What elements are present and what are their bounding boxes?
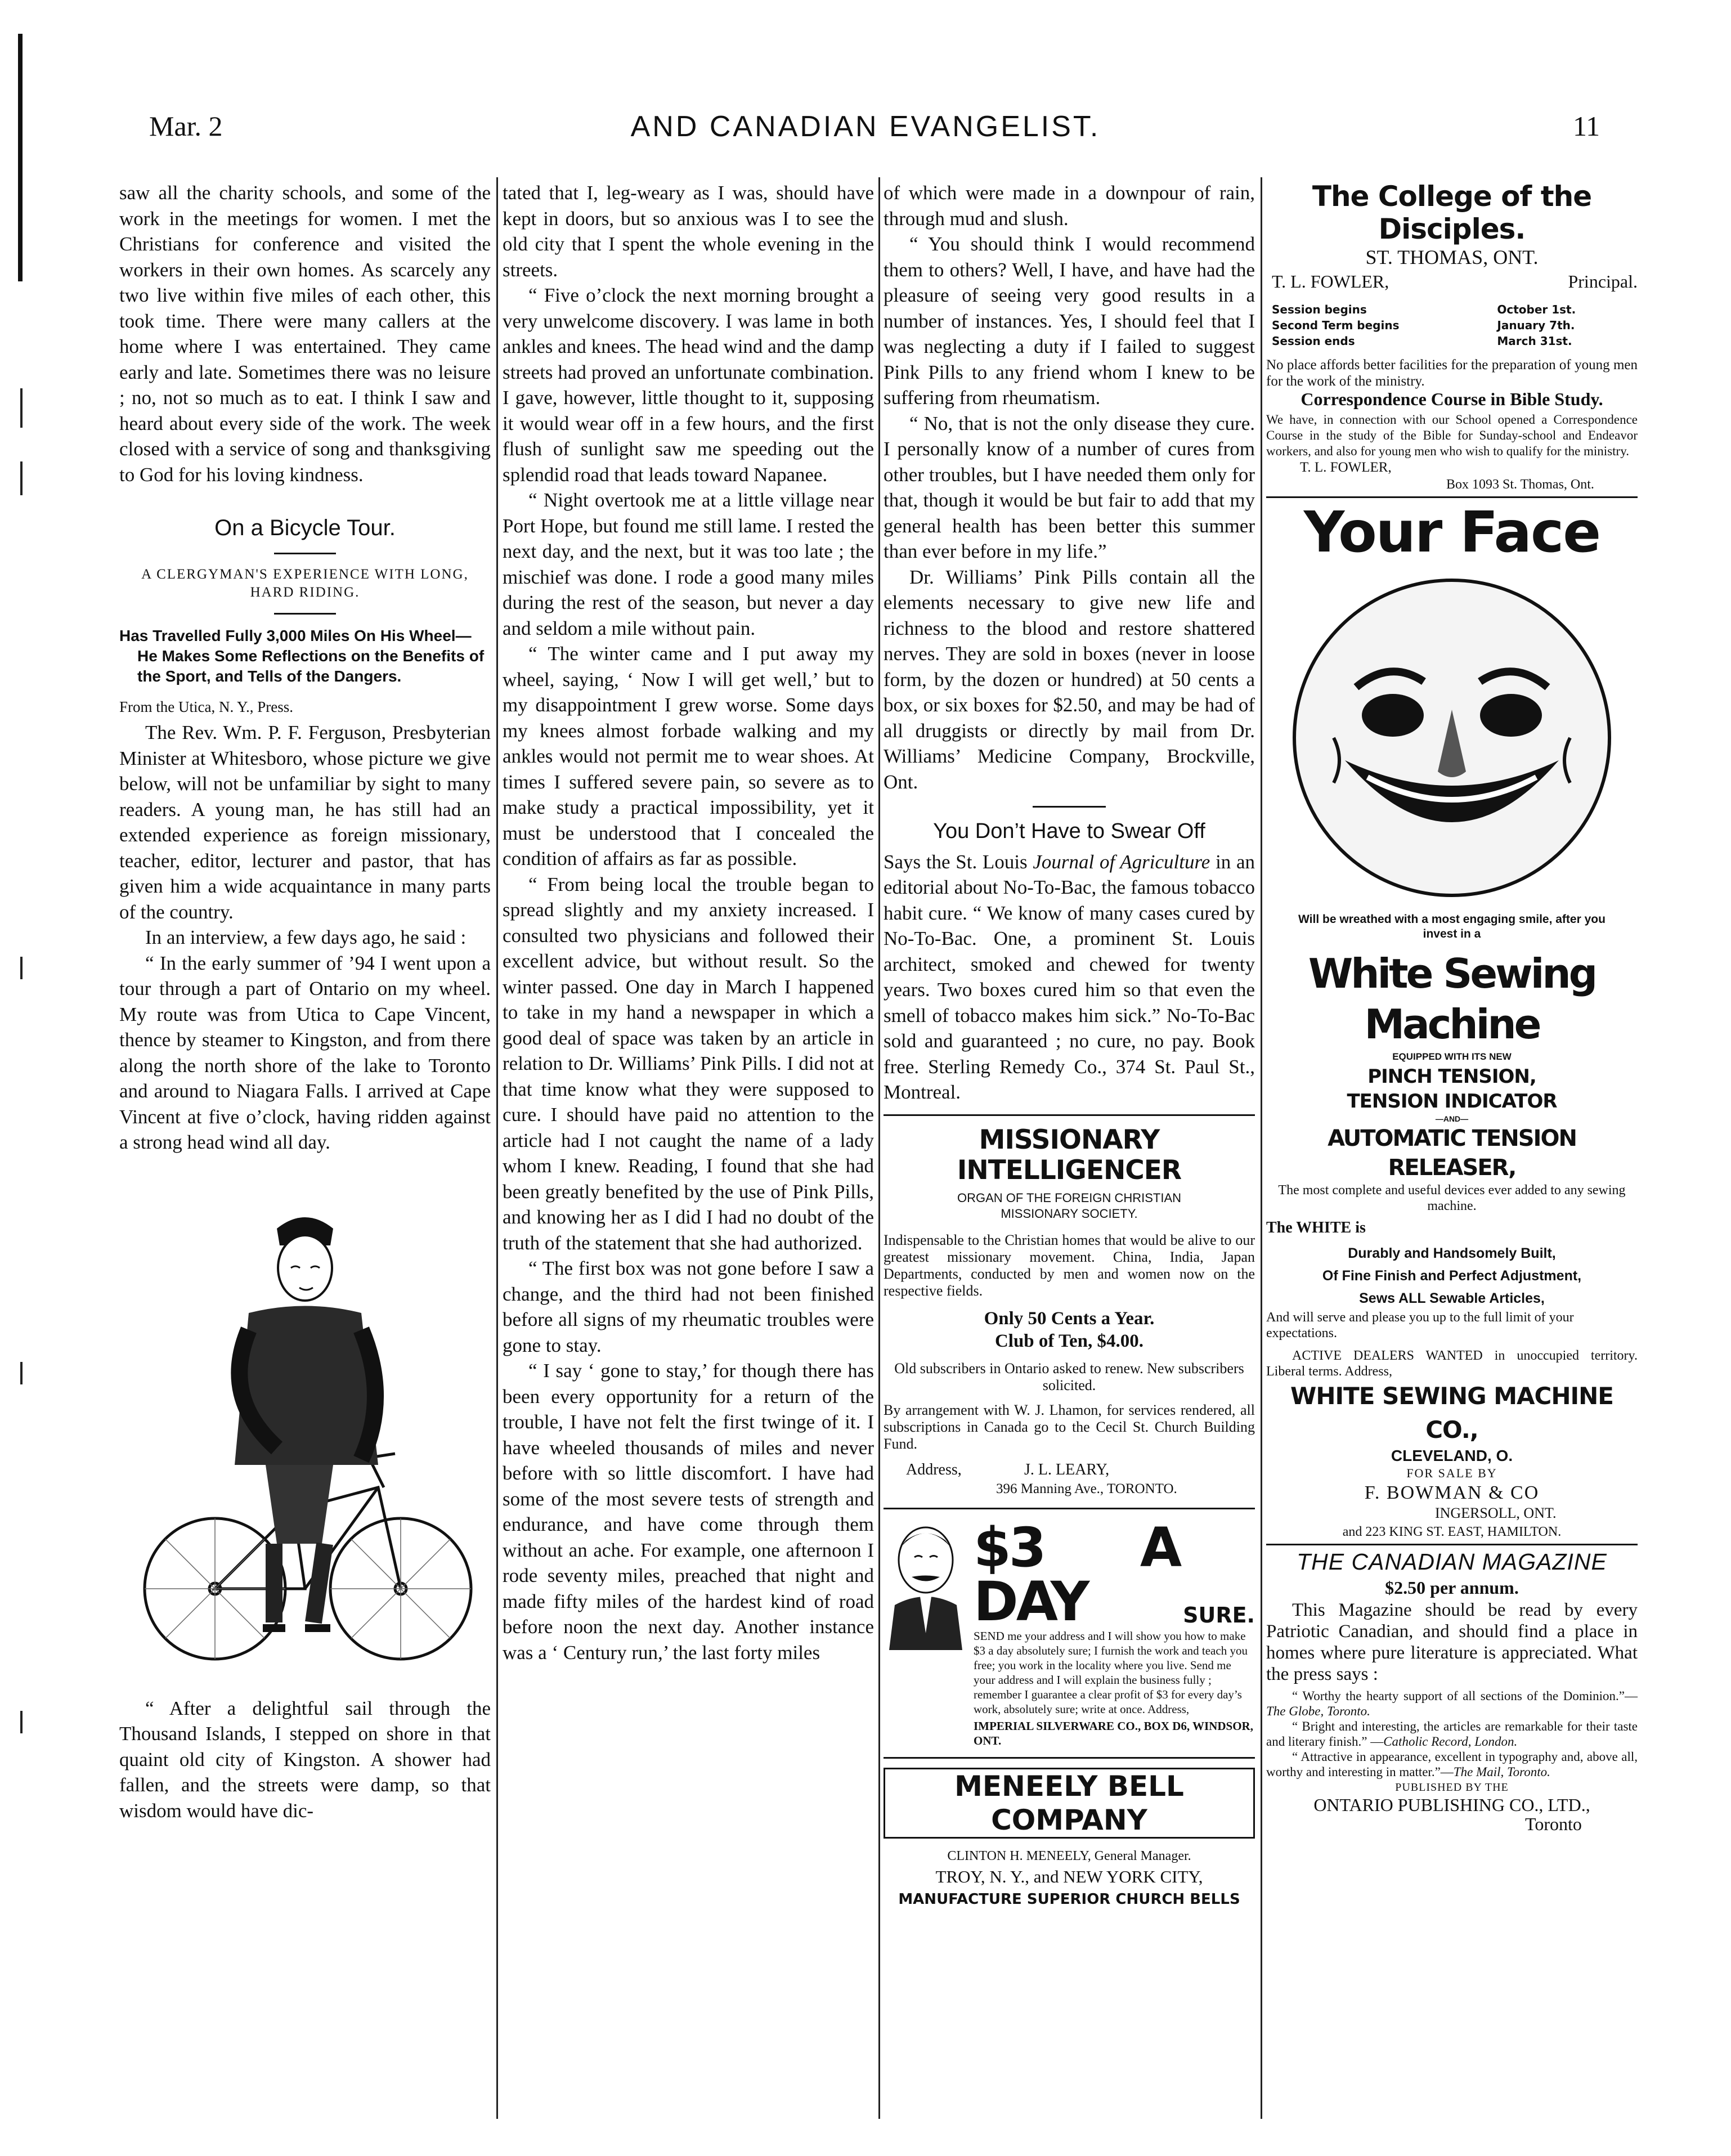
ad-price: Only 50 Cents a Year. [984,1308,1155,1329]
ad-title: MISSIONARY INTELLIGENCER [957,1124,1182,1186]
page-number: 11 [1573,110,1600,142]
rule [1266,496,1638,498]
ad-point: Sews ALL Sewable Articles, [1359,1290,1545,1306]
article-subhead: A CLERGYMAN'S EXPERIENCE WITH LONG, HARD RIDING. [141,566,469,600]
column-2 [503,180,874,1665]
article-paragraph: “ From being local the trouble began to spread slightly and my anxiety increased. I consulted two physicians and followed their excellent advice, but without result. So the winter passed. One day in March I happened to take in my hand a newspaper in which a good deal of space was taken by an article in relation to Dr. Williams’ Pink Pills. I did not at that time know what they were supposed to cure. I should have paid no attention to the article had I not caught the name of a lady whom I knew. Reading, I found that she had been greatly benefited by the use of Pink Pills, and knowing her as I did I had no doubt of the truth of the statement that she had authorized. [503,873,874,1254]
ad-headline: White Sewing Machine [1308,950,1596,1048]
article-paragraph: “ After a delightful sail through the Thousand Islands, I stepped on shore in that quaint old city of Kingston. A shower had fallen, and the streets were damp, so that wisdom would have dic- [119,1697,491,1822]
margin-mark [20,388,23,428]
ad-and: —AND— [1435,1114,1469,1123]
article-heading: On a Bicycle Tour. [214,516,396,540]
notice-text: Says the St. Louis Journal of Agriculture in an editorial about No-To-Bac, the famous tobacco habit cure. “ We know of many cases cured by No-To-Bac. One, a prominent St. Louis architect, smoked and chewed for twenty years. Two boxes cured him so that even the smell of tobacco makes him sick.” No-To-Bac sold and guaranteed ; no cure, no pay. Book free. Sterling Remedy Co., 374 St. Paul St., Montreal. [884,850,1255,1103]
ad-text: INGERSOLL, ONT. [1435,1505,1557,1521]
ad-title: THE CANADIAN MAGAZINE [1297,1549,1607,1575]
principal-line: T. L. FOWLER, Principal. [1272,271,1638,292]
ad-text: EQUIPPED WITH ITS NEW [1392,1051,1512,1062]
ad-company: WHITE SEWING MACHINE CO., [1290,1382,1613,1444]
ad-headline: $3 A DAY [974,1516,1180,1633]
ad-text: and 223 KING ST. EAST, HAMILTON. [1342,1525,1562,1539]
rule [884,1508,1255,1509]
margin-mark [20,461,23,495]
masthead-title: AND CANADIAN EVANGELIST. [630,110,1101,143]
journal-name: Journal of Agriculture [1033,850,1210,873]
ad-text: SEND me your address and I will show you how to make $3 a day absolutely sure; I furnish the work and teach you free; you work in the locality where you live. Send me your address and I will explain the business fully ; remember I guarantee a clear profit of $3 for every day’s work, absolutely sure; write at once. Address, [974,1629,1248,1716]
column-divider [878,177,880,2119]
page-header [0,110,1731,160]
feature-3: AUTOMATIC TENSION RELEASER, [1328,1126,1576,1181]
article-paragraph: tated that I, leg-weary as I was, should have kept in doors, but so anxious was I to see the old city that I spent the whole evening in the streets. [503,182,874,281]
ad-point: Of Fine Finish and Perfect Adjustment, [1322,1268,1582,1284]
portrait-illustration [884,1521,968,1650]
ad-text: The most complete and useful devices ever added to any sewing machine. [1278,1183,1626,1213]
article-paragraph: In an interview, a few days ago, he said : [145,926,467,948]
ad-company: ONTARIO PUBLISHING CO., LTD., [1313,1795,1590,1815]
rule [884,1757,1255,1759]
column-1 [119,180,491,1823]
ad-title: The College of the Disciples. [1312,180,1592,245]
table-row: Session begins October 1st. [1272,303,1576,316]
ad-text: By arrangement with W. J. Lhamon, for services rendered, all subscriptions in Canada go to the Cecil St. Church Building Fund. [884,1401,1255,1452]
three-dollar-a-day-ad [884,1516,1255,1748]
article-paragraph: “ Five o’clock the next morning brought a very unwelcome discovery. I was lame in both ankles and knees. The head wind and the damp streets had proved an unfortunate combination. I gave, however, little thought to it, supposing it would wear off in a few hours, and the first flush of sunlight saw me speeding out the splendid road that leads toward Napanee. [503,284,874,486]
rule [274,553,336,554]
ad-title: MENEELY BELL COMPANY [884,1768,1255,1839]
white-sewing-machine-ad [1266,501,1638,1541]
article-source: From the Utica, N. Y., Press. [119,698,293,715]
rule [884,1114,1255,1116]
ad-text: MANUFACTURE SUPERIOR CHURCH BELLS [898,1890,1240,1908]
ad-place: ST. THOMAS, ONT. [1365,246,1539,268]
meneely-bell-ad [884,1768,1255,1911]
table-row: Session ends March 31st. [1272,334,1572,348]
article-deck: Has Travelled Fully 3,000 Miles On His Wheel—He Makes Some Reflections on the Benefits of the Sport, and Tells of the Dangers. [119,626,485,685]
ad-text: Indispensable to the Christian homes that would be alive to our greatest missionary movement. China, India, Japan Departments, conducted by men and women now on the respective fields. [884,1231,1255,1299]
ad-text: TROY, N. Y., and NEW YORK CITY, [935,1866,1203,1886]
ad-text: The WHITE is [1266,1219,1366,1236]
ad-text: PUBLISHED BY THE [1395,1781,1509,1794]
bicycle-portrait-illustration [136,1195,474,1679]
ad-price: $2.50 per annum. [1385,1577,1519,1598]
column-4 [1266,180,1638,1834]
article-paragraph: “ You should think I would recommend them to others? Well, I have, and have had the pleasure of seeing very good results in a number of instances. Yes, I should feel that I was neglecting a duty if I failed to suggest Pink Pills to any friend whom I knew to be suffering from rheumatism. [884,233,1255,409]
ad-text: Old subscribers in Ontario asked to renew. New subscribers solicited. [894,1360,1244,1393]
article-paragraph: “ The winter came and I put away my wheel, saying, ‘ Now I will get well,’ but to my disappointment I grew worse. Some days my knees almost forbade walking and my ankles would not permit me to wear shoes. At times I suffered severe pain, so severe as to make study a practical impossibility, yet it must be understood that I concealed the condition of affairs as far as possible. [503,643,874,869]
ad-text: We have, in connection with our School opened a Correspondence Course in the study of the Bible for Sunday-school and Endeavor workers, and also for young men who wish to qualify for the ministry. [1266,413,1638,458]
feature-1: PINCH TENSION, [1367,1065,1536,1088]
column-divider [496,177,498,2119]
ad-text: And will serve and please you up to the full limit of your expectations. [1266,1310,1574,1341]
ad-text: This Magazine should be read by every Patriotic Canadian, and should find a place in homes where pure literature is appreciated. What the press says : [1266,1600,1638,1684]
press-quote: “ Bright and interesting, the articles are remarkable for their taste and literary finish.” —Catholic Record, London. [1266,1719,1638,1749]
article-paragraph: “ Night overtook me at a little village near Port Hope, but found me still lame. I rested the next day, and the next, but it was too late ; the mischief was done. I rode a good many miles during the rest of the season, but never a day and seldom a mile without pain. [503,489,874,639]
ad-club-price: Club of Ten, $4.00. [994,1330,1144,1351]
ad-text: No place affords better facilities for the preparation of young men for the work of the ministry. [1266,357,1638,389]
ad-text: Will be wreathed with a most engaging smile, after you invest in a [1298,913,1606,940]
college-ad [1266,180,1638,493]
rule [274,613,336,615]
article-paragraph: saw all the charity schools, and some of the work in the meetings for women. I met the Christians for conference and visited the workers in their own homes. As scarcely any two live within five miles of each other, this took time. There were many callers at the home where I was entertained. They came early and late. Sometimes there was no leisure ; no, not so much as to eat. I think I saw and heard about every side of the work. The week closed with a service of song and thanksgiving to God for his loving kindness. [119,182,491,486]
column-divider [1261,177,1262,2119]
press-quote: “ Attractive in appearance, excellent in typography and, above all, worthy and interesting in matter.”—The Mail, Toronto. [1266,1750,1638,1779]
article-paragraph: “ In the early summer of ’94 I went upon a tour through a part of Ontario on my wheel. My route was from Utica to Cape Vincent, thence by steamer to Kingston, and from there along the north shore of the lake to Toronto and around to Niagara Falls. I arrived at Cape Vincent at five o’clock, having ridden against a strong head wind all day. [119,952,491,1153]
ad-text: CLINTON H. MENEELY, General Manager. [947,1848,1191,1863]
ad-subtitle: ORGAN OF THE FOREIGN CHRISTIAN MISSIONARY SOCIETY. [957,1190,1182,1221]
article-paragraph: The Rev. Wm. P. F. Ferguson, Presbyterian Minister at Whitesboro, whose picture we give below, will not be unfamiliar by sight to many readers. A young man, he has still had an extended experience as foreign missionary, teacher, editor, lecturer and pastor, that has given him a wide acquaintance in many parts of the country. [119,721,491,923]
issue-date: Mar. 2 [149,110,223,142]
article-paragraph: “ The first box was not gone before I saw a change, and the third had not been finished before all signs of my rheumatic troubles were gone to stay. [503,1257,874,1356]
ad-firm: IMPERIAL SILVERWARE CO., BOX D6, WINDSOR, ONT. [974,1719,1253,1747]
ad-point: Durably and Handsomely Built, [1348,1245,1556,1261]
press-quote: “ Worthy the hearty support of all sections of the Dominion.”—The Globe, Toronto. [1266,1689,1638,1718]
article-paragraph: “ No, that is not the only disease they cure. I personally know of a number of cures from other troubles, but I have needed them only for that, though it would be but fair to add that my general health has been better this summer than ever before in my life.” [884,412,1255,562]
article-paragraph: “ I say ‘ gone to stay,’ for though there has been every opportunity for a return of the trouble, I have not felt the first twinge of it. I have wheeled thousands of miles and never before with so little discomfort. I have had some of the most severe tests of strength and endurance, and have come through them without an ache. For example, one afternoon I rode seventy miles, preached that night and made fifty miles of the hardest kind of road before noon the next day. Another instance was a ‘ Century run,’ the last forty miles [503,1360,874,1664]
ad-subtitle: Correspondence Course in Bible Study. [1301,389,1603,409]
canadian-magazine-ad [1266,1548,1638,1834]
feature-2: TENSION INDICATOR [1347,1090,1557,1113]
notice-heading: You Don’t Have to Swear Off [933,819,1205,843]
ad-agent: F. BOWMAN & CO [1364,1482,1540,1503]
ad-city: Toronto [1525,1814,1582,1834]
rule [1033,806,1106,808]
article-paragraph: of which were made in a downpour of rain, through mud and slush. [884,182,1255,230]
ad-address: Address, J. L. LEARY, 396 Manning Ave., TORONTO. [906,1460,1177,1496]
column-3 [884,180,1255,1911]
margin-mark [20,957,23,979]
ad-text: ACTIVE DEALERS WANTED in unoccupied territory. Liberal terms. Address, [1266,1348,1638,1379]
left-margin-marks [0,0,34,2156]
ad-title: Your Face [1303,499,1600,565]
ad-address: Box 1093 St. Thomas, Ont. [1446,477,1594,492]
ad-city: CLEVELAND, O. [1391,1447,1513,1464]
rule [1266,1544,1638,1545]
session-table [1266,302,1638,349]
article-paragraph: Dr. Williams’ Pink Pills contain all the elements necessary to give new life and richness to the blood and restore shattered nerves. They are sold in boxes (never in loose form, by the dozen or hundred) at 50 cents a box, or six boxes for $2.50, and may be had of all druggists or directly by mail from Dr. Williams’ Medicine Company, Brockville, Ont. [884,566,1255,793]
smiling-moon-illustration [1283,569,1621,907]
ad-headline-sure: SURE. [1183,1602,1255,1628]
missionary-intelligencer-ad [884,1125,1255,1499]
ad-text: FOR SALE BY [1406,1466,1497,1480]
table-row: Second Term begins January 7th. [1272,319,1575,332]
margin-mark [20,1362,23,1384]
ad-signature: T. L. FOWLER, [1300,460,1392,475]
margin-mark [20,1711,23,1733]
